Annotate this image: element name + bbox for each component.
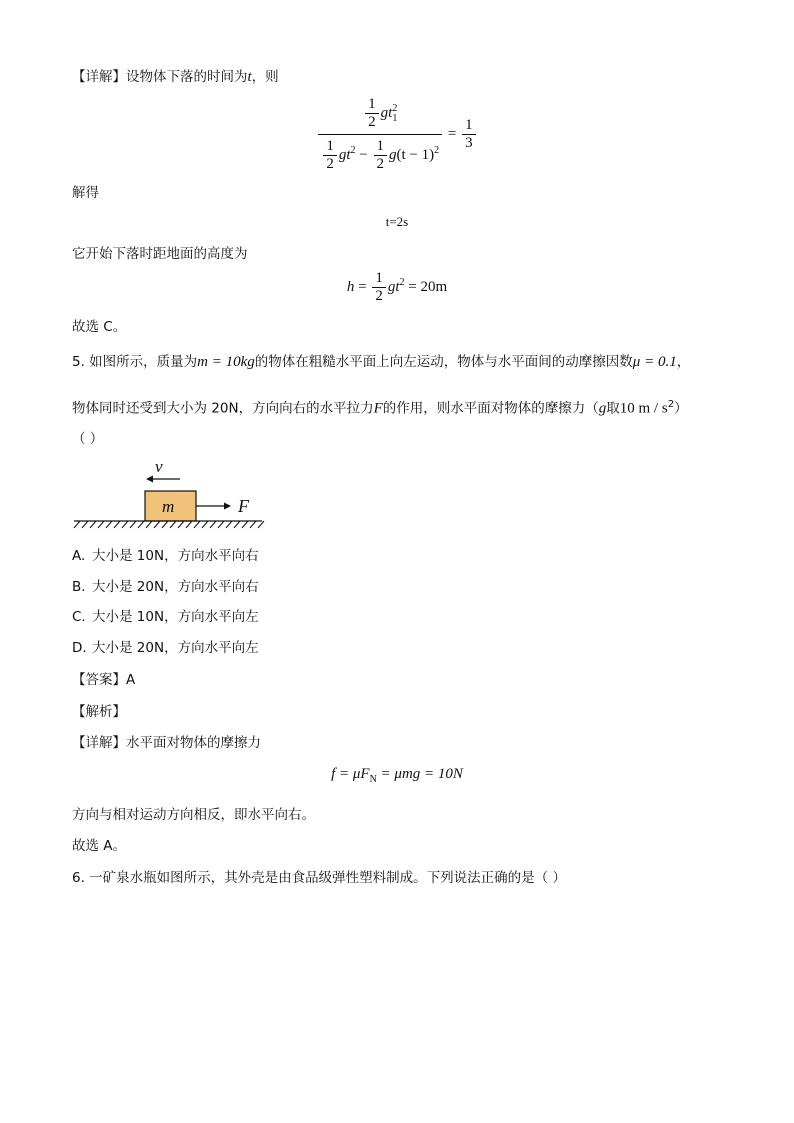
velocity-label: v — [155, 457, 163, 476]
option-d: D. 大小是 20N，方向水平向左 — [72, 640, 259, 656]
mu-expr: μ = 0.1 — [632, 354, 677, 370]
force-diagram — [70, 455, 270, 535]
var-t: t — [247, 69, 252, 85]
answer-line: 【答案】A — [72, 672, 136, 688]
equation-1: $\frac{1}{2}$ $gt_1^2$ $\frac{1}{2}$ $gt^2$ − $\frac{1}{2}$ $g(t - 1)^2$ = $\frac{1}{3}$ — [0, 96, 794, 173]
q6-line: 6. 一矿泉水瓶如图所示，其外壳是由食品级弹性塑料制成。下列说法正确的是（ ） — [72, 870, 566, 886]
then-text: ，则 — [251, 69, 279, 85]
eq1-rhs-fraction: $\frac{1}{3}$ — [462, 117, 476, 152]
equation-3: $f = \mu F_N = \mu mg = 10N$ — [331, 766, 463, 785]
detail-line — [72, 68, 279, 86]
choose-a: 故选 A。 — [72, 838, 127, 854]
eq1-main-fraction: $\frac{1}{2}$ $gt_1^2$ $\frac{1}{2}$ $gt^2$ − $\frac{1}{2}$ $g(t - 1)^2$ — [318, 96, 442, 173]
option-b: B. 大小是 20N，方向水平向右 — [72, 579, 259, 595]
choose-c: 故选 C。 — [72, 319, 127, 335]
option-c: C. 大小是 10N，方向水平向左 — [72, 609, 259, 625]
direction-line: 方向与相对运动方向相反，即水平向右。 — [72, 807, 315, 823]
result-t: t=2s — [385, 214, 409, 229]
force-label: F — [238, 496, 249, 516]
mass-label: m — [162, 497, 175, 516]
equation-2: h = $\frac{1}{2}$ $gt^2 = 20m$ — [346, 270, 448, 304]
ground-hatching — [74, 521, 264, 528]
detail-text: 【详解】设物体下落的时间为 — [72, 69, 248, 85]
q5-blank: （ ） — [72, 431, 104, 447]
analysis-header: 【解析】 — [72, 704, 126, 720]
height-label: 它开始下落时距地面的高度为 — [72, 246, 248, 262]
force-arrowhead — [224, 503, 231, 510]
solve-label: 解得 — [72, 185, 99, 201]
mass-expr: m = 10kg — [197, 354, 255, 370]
q5-line1: 5. 如图所示，质量为m = 10kg的物体在粗糙水平面上向左运动，物体与水平面间的动摩擦因数μ = 0.1， — [72, 354, 691, 370]
option-a: A. 大小是 10N，方向水平向右 — [72, 548, 259, 564]
q5-detail: 【详解】水平面对物体的摩擦力 — [72, 735, 261, 751]
velocity-arrowhead — [146, 476, 153, 483]
q5-line2: 物体同时还受到大小为 20N，方向向右的水平拉力F的作用，则水平面对物体的摩擦力（g取10 m / $s^2$） — [72, 399, 688, 417]
